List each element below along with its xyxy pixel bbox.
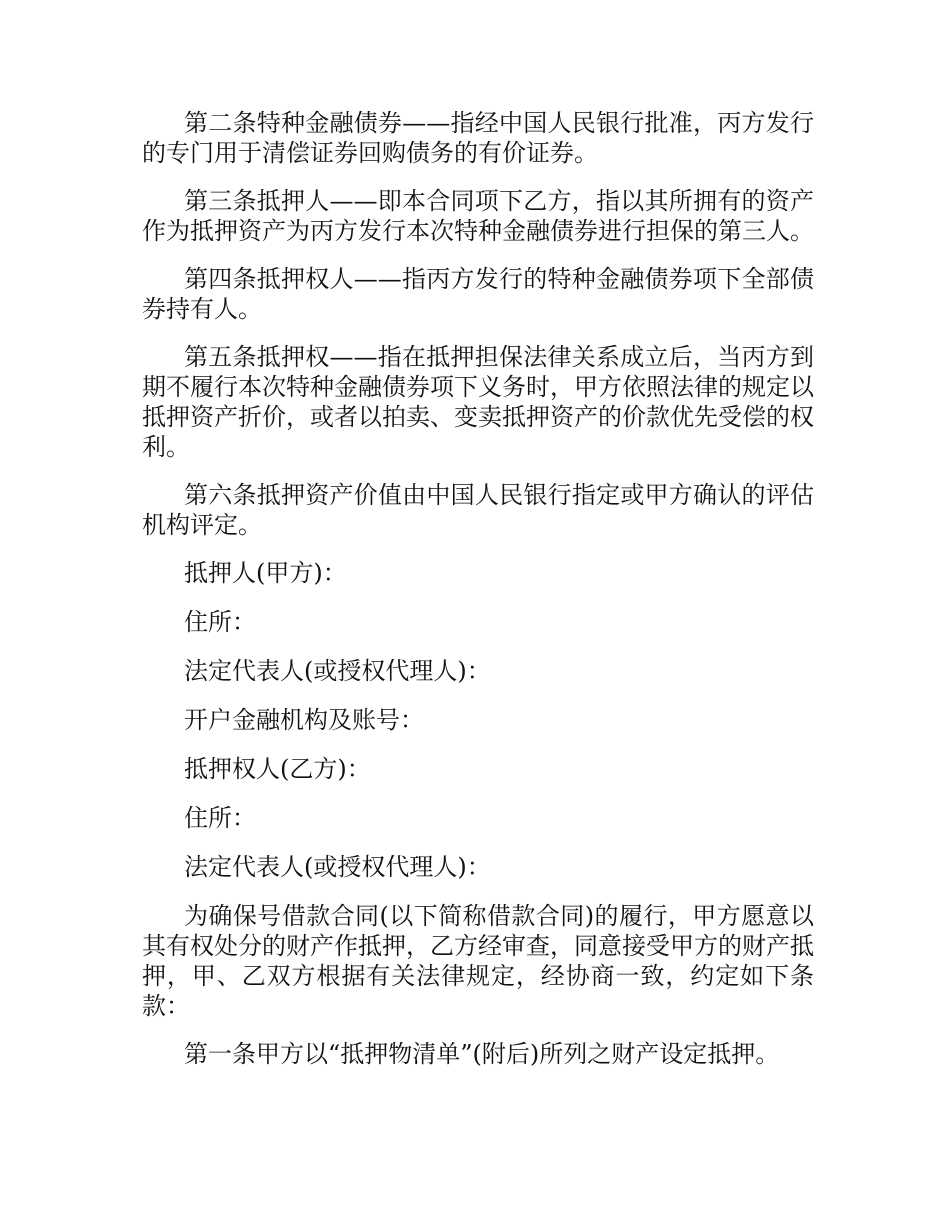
article-6-paragraph: 第六条抵押资产价值由中国人民银行指定或甲方确认的评估机构评定。 xyxy=(142,481,814,539)
mortgagor-representative-field: 法定代表人(或授权代理人)： xyxy=(184,657,491,685)
mortgagee-representative-field: 法定代表人(或授权代理人)： xyxy=(184,853,491,881)
mortgagor-address-field: 住所： xyxy=(184,608,256,636)
mortgagor-field: 抵押人(甲方)： xyxy=(184,559,347,587)
mortgagee-field: 抵押权人(乙方)： xyxy=(184,755,371,783)
article-1-paragraph: 第一条甲方以“抵押物清单”(附后)所列之财产设定抵押。 xyxy=(184,1040,780,1068)
article-3-paragraph: 第三条抵押人——即本合同项下乙方，指以其所拥有的资产作为抵押资产为丙方发行本次特种金融债券进行担保的第三人。 xyxy=(142,187,814,245)
bank-account-field: 开户金融机构及账号： xyxy=(184,706,424,734)
article-4-paragraph: 第四条抵押权人——指丙方发行的特种金融债券项下全部债券持有人。 xyxy=(142,265,814,323)
preamble-paragraph: 为确保号借款合同(以下简称借款合同)的履行，甲方愿意以其有权处分的财产作抵押，乙方经审查，同意接受甲方的财产抵押，甲、乙双方根据有关法律规定，经协商一致，约定如下条款： xyxy=(142,902,814,1020)
article-5-paragraph: 第五条抵押权——指在抵押担保法律关系成立后，当丙方到期不履行本次特种金融债券项下义务时，甲方依照法律的规定以抵押资产折价，或者以拍卖、变卖抵押资产的价款优先受偿的权利。 xyxy=(142,343,814,461)
contract-text xyxy=(142,108,814,1087)
mortgagee-address-field: 住所： xyxy=(184,804,256,832)
article-2-paragraph: 第二条特种金融债券——指经中国人民银行批准，丙方发行的专门用于清偿证券回购债务的有价证券。 xyxy=(142,109,814,167)
